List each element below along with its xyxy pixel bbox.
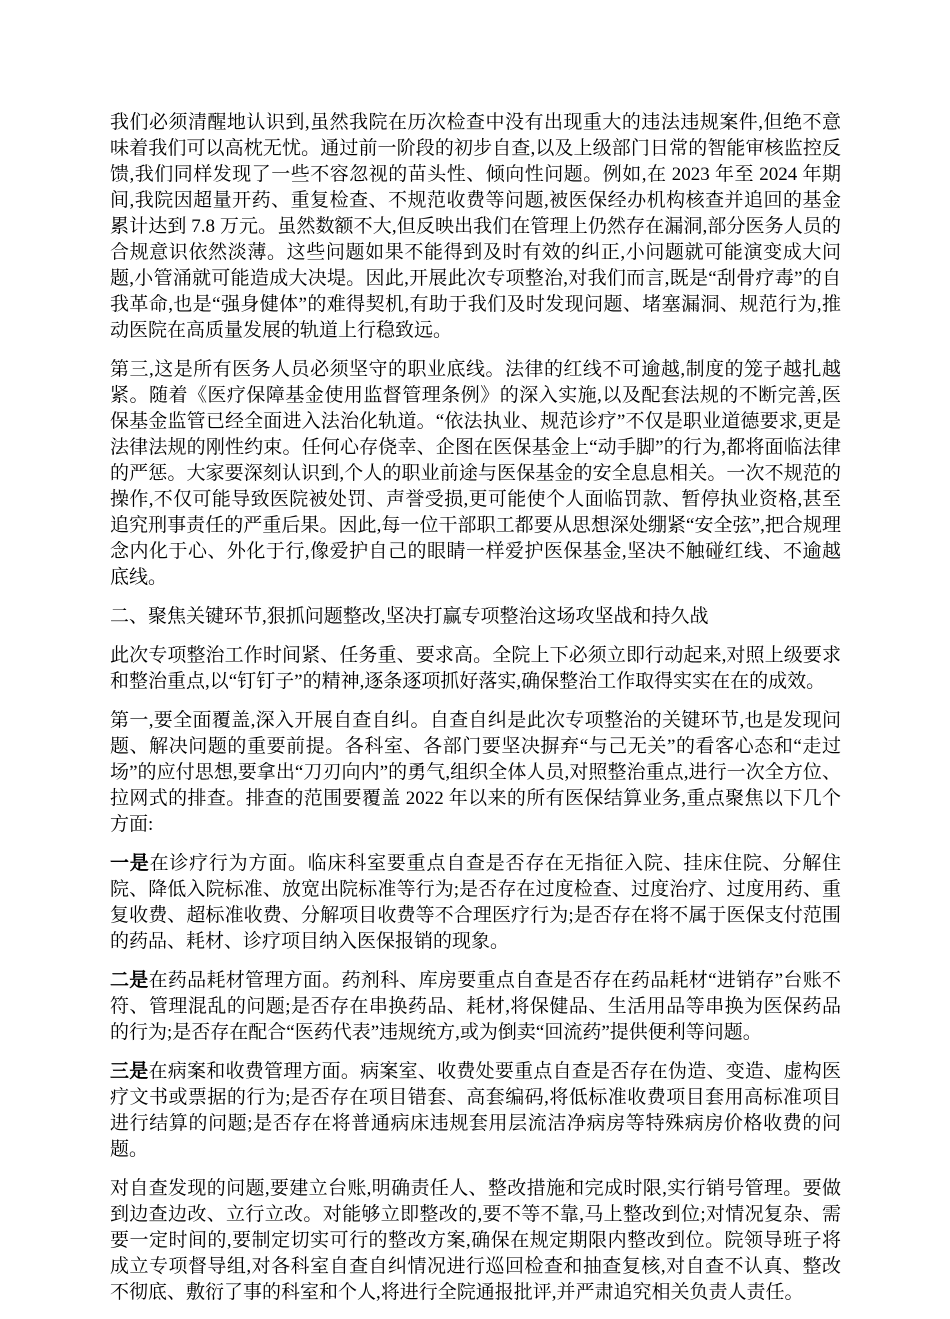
paragraph-item-3-records: [110, 1059, 841, 1163]
paragraph-lead-bold: 一是: [110, 853, 150, 874]
paragraph-text: 第三,这是所有医务人员必须坚守的职业底线。法律的红线不可逾越,制度的笼子越扎越紧。随着《医疗保障基金使用监督管理条例》的深入实施,以及配套法规的不断完善,医保基金监管已经全面进入法治化轨道。“依法执业、规范诊疗”不仅是职业道德要求,更是法律法规的刚性约束。任何心存侥幸、企图在医保基金上“动手脚”的行为,都将面临法律的严惩。大家要深刻认识到,个人的职业前途与医保基金的安全息息相关。一次不规范的操作,不仅可能导致医院被处罚、声誉受损,更可能使个人面临罚款、暂停执业资格,甚至追究刑事责任的严重后果。因此,每一位干部职工都要从思想深处绷紧“安全弦”,把合规理念内化于心、外化于行,像爱护自己的眼睛一样爱护医保基金,坚决不触碰红线、不逾越底线。: [110, 359, 841, 588]
paragraph-text: 第一,要全面覆盖,深入开展自查自纠。自查自纠是此次专项整治的关键环节,也是发现问题、解决问题的重要前提。各科室、各部门要坚决摒弃“与己无关”的看客心态和“走过场”的应付思想,要拿出“刀刃向内”的勇气,组织全体人员,对照整治重点,进行一次全方位、拉网式的排查。排查的范围要覆盖 2022 年以来的所有医保结算业务,重点聚焦以下几个方面:: [110, 710, 841, 835]
document-page: [110, 110, 841, 1319]
paragraph-text: 我们必须清醒地认识到,虽然我院在历次检查中没有出现重大的违法违规案件,但绝不意味着我们可以高枕无忧。通过前一阶段的初步自查,以及上级部门日常的智能审核监控反馈,我们同样发现了一些不容忽视的苗头性、倾向性问题。例如,在 2023 年至 2024 年期间,我院因超量开药、重复检查、不规范收费等问题,被医保经办机构核查并追回的基金累计达到 7.8 万元。虽然数额不大,但反映出我们在管理上仍然存在漏洞,部分医务人员的合规意识依然淡薄。这些问题如果不能得到及时有效的纠正,小问题就可能演变成大问题,小管涌就可能造成大决堤。因此,开展此次专项整治,对我们而言,既是“刮骨疗毒”的自我革命,也是“强身健体”的难得契机,有助于我们及时发现问题、堵塞漏洞、规范行为,推动医院在高质量发展的轨道上行稳致远。: [110, 112, 841, 341]
paragraph-lead-bold: 三是: [110, 1061, 149, 1082]
paragraph-text: 此次专项整治工作时间紧、任务重、要求高。全院上下必须立即行动起来,对照上级要求和整治重点,以“钉钉子”的精神,逐条逐项抓好落实,确保整治工作取得实实在在的成效。: [110, 645, 841, 692]
paragraph-risk-awareness: [110, 110, 841, 344]
paragraph-text: 在诊疗行为方面。临床科室要重点自查是否存在无指征入院、挂床住院、分解住院、降低入院标准、放宽出院标准等行为;是否存在过度检查、过度治疗、过度用药、重复收费、超标准收费、分解项目收费等不合理医疗行为;是否存在将不属于医保支付范围的药品、耗材、诊疗项目纳入医保报销的现象。: [110, 853, 841, 952]
paragraph-text: 在病案和收费管理方面。病案室、收费处要重点自查是否存在伪造、变造、虚构医疗文书或票据的行为;是否存在项目错套、高套编码,将低标准收费项目套用高标准项目进行结算的问题;是否存在将普通病床违规套用层流洁净病房等特殊病房价格收费的问题。: [110, 1061, 841, 1160]
paragraph-item-1-diagnosis: [110, 851, 841, 955]
paragraph-third-point: [110, 357, 841, 591]
paragraph-item-2-pharmacy: [110, 968, 841, 1046]
paragraph-rectification-management: [110, 1176, 841, 1306]
paragraph-text: 对自查发现的问题,要建立台账,明确责任人、整改措施和完成时限,实行销号管理。要做到边查边改、立行立改。对能够立即整改的,要不等不靠,马上整改到位;对情况复杂、需要一定时间的,要制定切实可行的整改方案,确保在规定期限内整改到位。院领导班子将成立专项督导组,对各科室自查自纠情况进行巡回检查和抽查复核,对自查不认真、整改不彻底、敷衍了事的科室和个人,将进行全院通报批评,并严肃追究相关负责人责任。: [110, 1178, 841, 1303]
paragraph-first-point: [110, 708, 841, 838]
paragraph-text: 在药品耗材管理方面。药剂科、库房要重点自查是否存在药品耗材“进销存”台账不符、管理混乱的问题;是否存在串换药品、耗材,将保健品、生活用品等串换为医保药品的行为;是否存在配合“医药代表”违规统方,或为倒卖“回流药”提供便利等问题。: [110, 970, 841, 1043]
paragraph-campaign-overview: [110, 643, 841, 695]
section-heading-2: [110, 604, 841, 630]
heading-text: 二、聚焦关键环节,狠抓问题整改,坚决打赢专项整治这场攻坚战和持久战: [110, 606, 709, 627]
paragraph-lead-bold: 二是: [110, 970, 149, 991]
